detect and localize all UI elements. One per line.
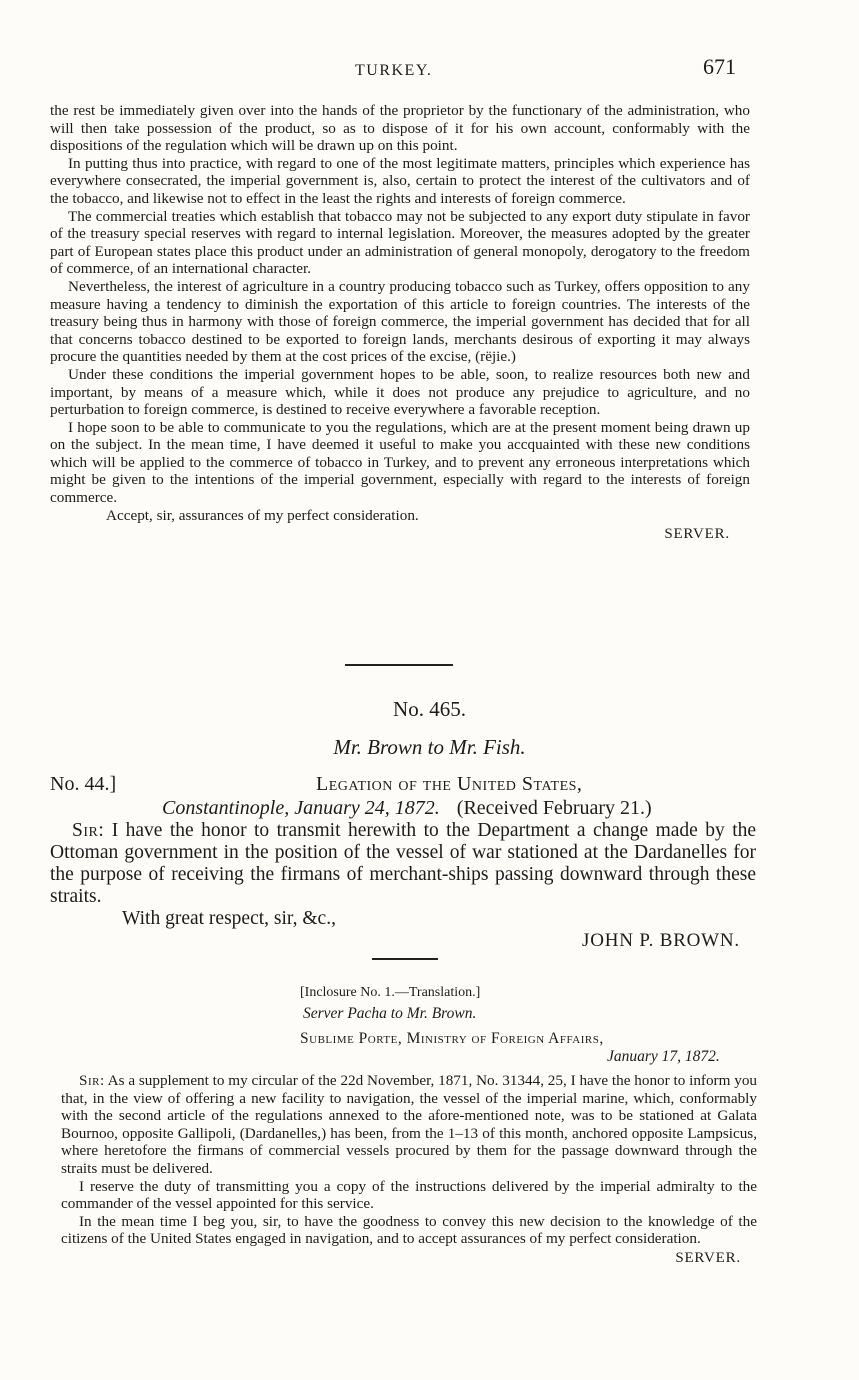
- page-header: [0, 52, 859, 82]
- paragraph: In the mean time I beg you, sir, to have the goodness to convey this new decision to the knowledge of the citizens of the United States engaged in navigation, and to accept assurances of my perfect consideration.: [61, 1212, 757, 1248]
- closing-line: Accept, sir, assurances of my perfect consideration.: [106, 506, 419, 524]
- dispatch-body: [50, 820, 756, 952]
- paragraph: I hope soon to be able to communicate to you the regulations, which are at the present moment being drawn up on the subject. In the mean time, I have deemed it useful to make you accquainted with these new conditions which will be applied to the commerce of tobacco in Turkey, and to prevent any erroneous interpretations which might be given to the intentions of the imperial government, especially with regard to the interests of foreign commerce.: [50, 418, 750, 507]
- inclosure-body: [61, 1072, 757, 1267]
- inclosure-title: Server Pacha to Mr. Brown.: [303, 1005, 477, 1022]
- running-head: TURKEY.: [355, 62, 433, 79]
- letter-continuation: [50, 102, 750, 543]
- document-number: No. 465.: [393, 697, 466, 721]
- paragraph: Nevertheless, the interest of agriculture in a country producing tobacco such as Turkey, offers opposition to any measure having a tendency to diminish the exportation of this article to foreign countries. The interests of the treasury being thus in harmony with those of foreign commerce, the imperial government has decided that for all that concerns tobacco destined to be exported to foreign lands, merchants desirous of exporting it may always procure the quantities needed by them at the cost prices of the excise, (rëjie.): [50, 277, 750, 366]
- dispatch-heading: [50, 772, 756, 820]
- paragraph: As a supplement to my circular of the 22d November, 1871, No. 31344, 25, I have the honor to inform you that, in the view of offering a new facility to navigation, the vessel of the imperial marine, which, conformably with the second article of the regulations annexed to the afore-mentioned note, was to be stationed at Galata Bournoo, opposite Gallipoli, (Dardanelles,) has been, from the 1–13 of this month, anchored opposite Lampsicus, where heretofore the firmans of commercial vessels procured by them for the passage downward through the straits must be delivered.: [61, 1072, 758, 1177]
- paragraph: In putting thus into practice, with regard to one of the most legitimate matters, principles which experience has everywhere consecrated, the imperial government is, also, certain to protect the interest of the cultivators and of the tobacco, and likewise not to effect in the least the rights and interests of foreign commerce.: [50, 154, 750, 207]
- inclosure-signature: SERVER.: [675, 1249, 741, 1266]
- paragraph: the rest be immediately given over into the hands of the proprietor by the functionary of the administration, who will then take possession of the product, so as to dispose of it for his own account, conformably with the dispositions of the regulation which will be drawn up on this point.: [50, 102, 750, 155]
- divider: [345, 664, 453, 666]
- inclosure-salutation: Sir:: [79, 1072, 105, 1089]
- dispatch-number: No. 44.]: [50, 773, 117, 795]
- page-number: 671: [703, 54, 736, 79]
- salutation: Sir:: [72, 820, 105, 841]
- document-title: Mr. Brown to Mr. Fish.: [333, 735, 526, 759]
- signature: SERVER.: [664, 526, 730, 543]
- paragraph: The commercial treaties which establish that tobacco may not be subjected to any export duty stipulate in favor of the treasury special reserves with regard to internal legislation. Moreover, the measures adopted by the greater part of European states place this product under an administration of general monopoly, derogatory to the freedom of commerce, of an international character.: [50, 207, 750, 278]
- inclosure-office: Sublime Porte, Ministry of Foreign Affairs,: [300, 1030, 604, 1047]
- inclosure-header: [0, 985, 859, 1066]
- dispatch-signature: JOHN P. BROWN.: [582, 930, 740, 951]
- inclosure-date: January 17, 1872.: [607, 1048, 720, 1065]
- dispatch-date: January 24, 1872.: [294, 797, 440, 819]
- paragraph: Under these conditions the imperial government hopes to be able, soon, to realize resources both new and important, by means of a measure which, while it does not produce any prejudice to agriculture, and no perturbation to foreign commerce, is destined to receive everywhere a favorable reception.: [50, 365, 750, 419]
- received-date: (Received February 21.): [456, 797, 652, 819]
- legation: Legation of the United States,: [316, 773, 583, 795]
- divider: [372, 958, 438, 960]
- dispatch-closing: With great respect, sir, &c.,: [122, 908, 336, 929]
- dispatch-text: I have the honor to transmit herewith to the Department a change made by the Ottoman government in the position of the vessel of war stationed at the Dardanelles for the purpose of receiving the firmans of merchant-ships passing downward through these straits.: [50, 820, 757, 907]
- inclosure-label: [Inclosure No. 1.—Translation.]: [300, 985, 481, 1000]
- paragraph: I reserve the duty of transmitting you a copy of the instructions delivered by the imperial admiralty to the commander of the vessel appointed for this service.: [61, 1177, 757, 1213]
- dispatch-place: Constantinople,: [162, 797, 290, 819]
